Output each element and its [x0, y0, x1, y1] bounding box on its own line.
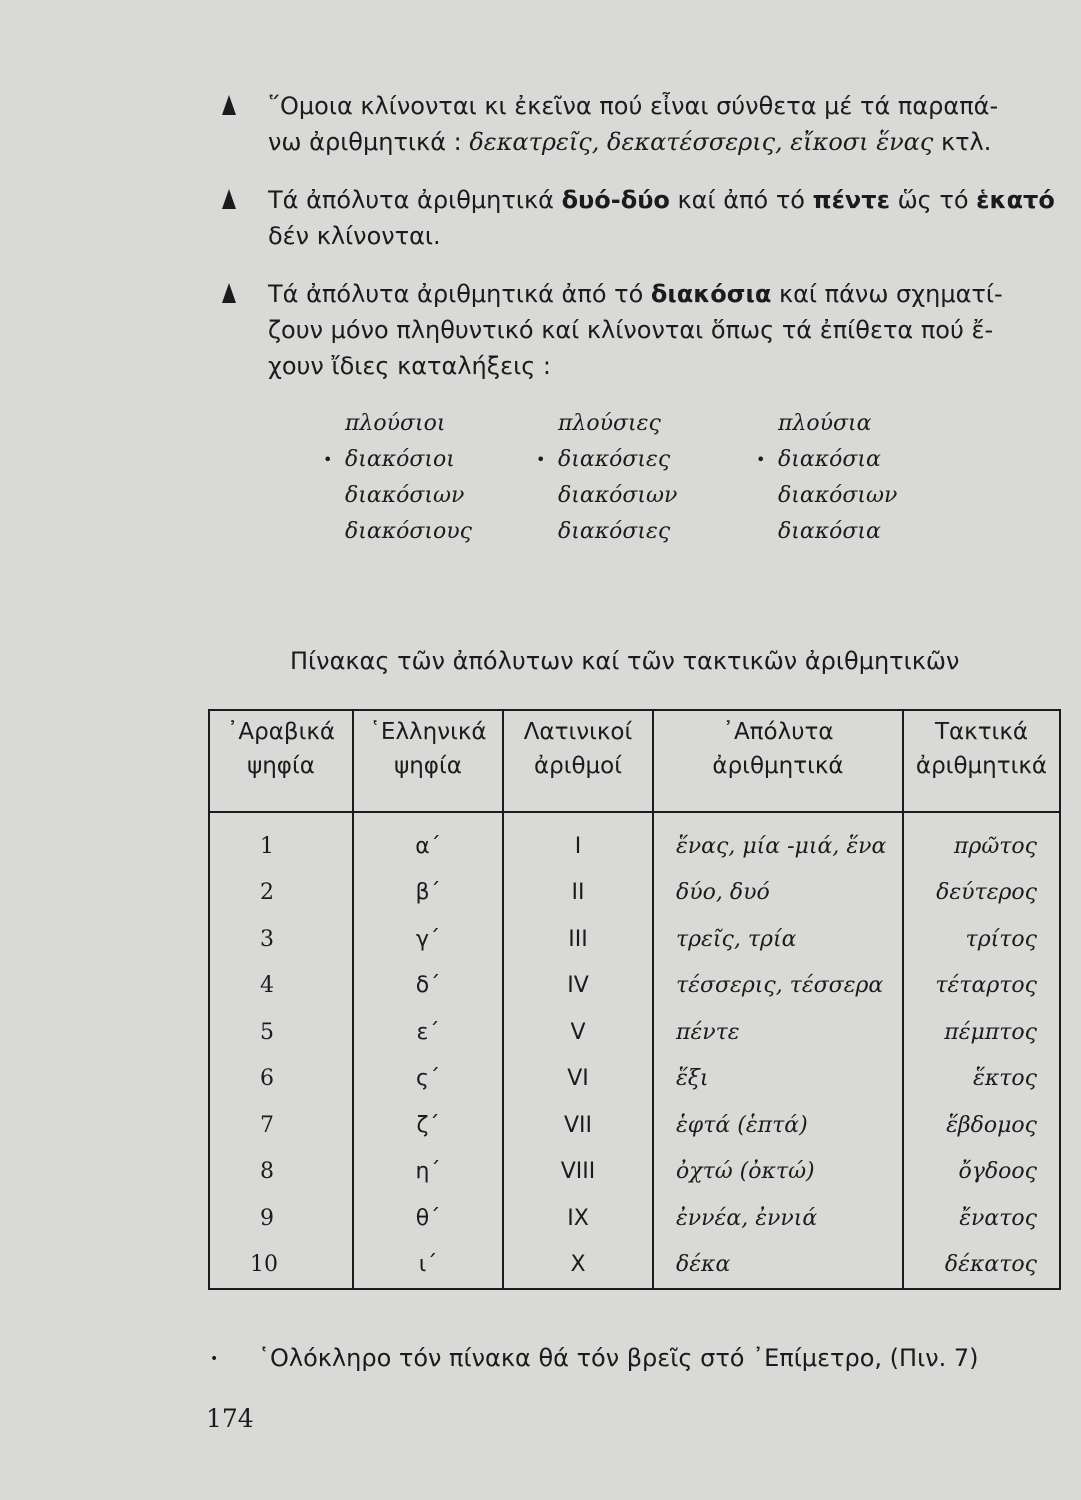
table-row: 2 β΄ II δύο, δυό δεύτερος [209, 870, 1060, 917]
header-ordinal-numerals: Τακτικά ἀριθμητικά [903, 710, 1060, 812]
table-row: 3 γ΄ III τρεῖς, τρία τρίτος [209, 916, 1060, 963]
declension-neuter-column: πλούσια • διακόσια διακόσιων διακόσια [756, 411, 898, 544]
bullet-icon: • [210, 1351, 219, 1367]
declension-masculine-column: πλούσιοι • διακόσιοι διακόσιων διακόσιους [323, 411, 472, 544]
table-row: 9 θ΄ IX ἐννέα, ἐννιά ἔνατος [209, 1195, 1060, 1242]
page-number: 174 [206, 1404, 254, 1433]
header-greek-digits: ῾Ελληνικά ψηφία [353, 710, 503, 812]
declension-example [300, 406, 940, 556]
paragraph-indeclinable-numerals: Τά ἀπόλυτα ἀριθμητικά δυό-δύο καί ἀπό τό πέντε ὥς τό ἑκατό δέν κλίνονται. [222, 182, 1062, 254]
triangle-bullet-icon [222, 95, 236, 115]
header-arabic-digits: ᾿Αραβικά ψηφία [209, 710, 353, 812]
table-row: 7 ζ΄ VII ἑφτά (ἑπτά) ἕβδομος [209, 1102, 1060, 1149]
header-cardinal-numerals: ᾿Απόλυτα ἀριθμητικά [653, 710, 903, 812]
footnote: • ῾Ολόκληρο τόν πίνακα θά τόν βρεῖς στό ᾿Επίμετρο, (Πιν. 7) [210, 1338, 979, 1379]
table-header-row [209, 710, 1060, 812]
table-row: 4 δ΄ IV τέσσερις, τέσσερα τέταρτος [209, 963, 1060, 1010]
table-caption: Πίνακας τῶν ἀπόλυτων καί τῶν τακτικῶν ἀριθμητικῶν [290, 647, 960, 675]
triangle-bullet-icon [222, 189, 236, 209]
table-row: 1 α΄ I ἕνας, μία -μιά, ἕνα πρῶτος [209, 812, 1060, 870]
paragraph-plural-numerals: Τά ἀπόλυτα ἀριθμητικά ἀπό τό διακόσια καί πάνω σχηματί- ζουν μόνο πληθυντικό καί κλίνονται ὅπως τά ἐπίθετα πού ἔ- χουν ἴδιες καταλήξεις : [222, 276, 1062, 384]
triangle-bullet-icon [222, 283, 236, 303]
table-row: 8 η΄ VIII ὀχτώ (ὀκτώ) ὄγδοος [209, 1149, 1060, 1196]
table-row: 6 ς΄ VI ἕξι ἕκτος [209, 1056, 1060, 1103]
numerals-table [208, 709, 1061, 1290]
table-row: 10 ι΄ X δέκα δέκατος [209, 1242, 1060, 1290]
declension-feminine-column: πλούσιες • διακόσιες διακόσιων διακόσιες [536, 411, 678, 544]
table-row: 5 ε΄ V πέντε πέμπτος [209, 1009, 1060, 1056]
paragraph-compound-numerals: ῞Ομοια κλίνονται κι ἐκεῖνα πού εἶναι σύνθετα μέ τά παραπά- νω ἀριθμητικά : δεκατρεῖς, δεκατέσσερις, εἴκοσι ἕνας κτλ. [222, 88, 1062, 160]
header-latin-numerals: Λατινικοί ἀριθμοί [503, 710, 653, 812]
